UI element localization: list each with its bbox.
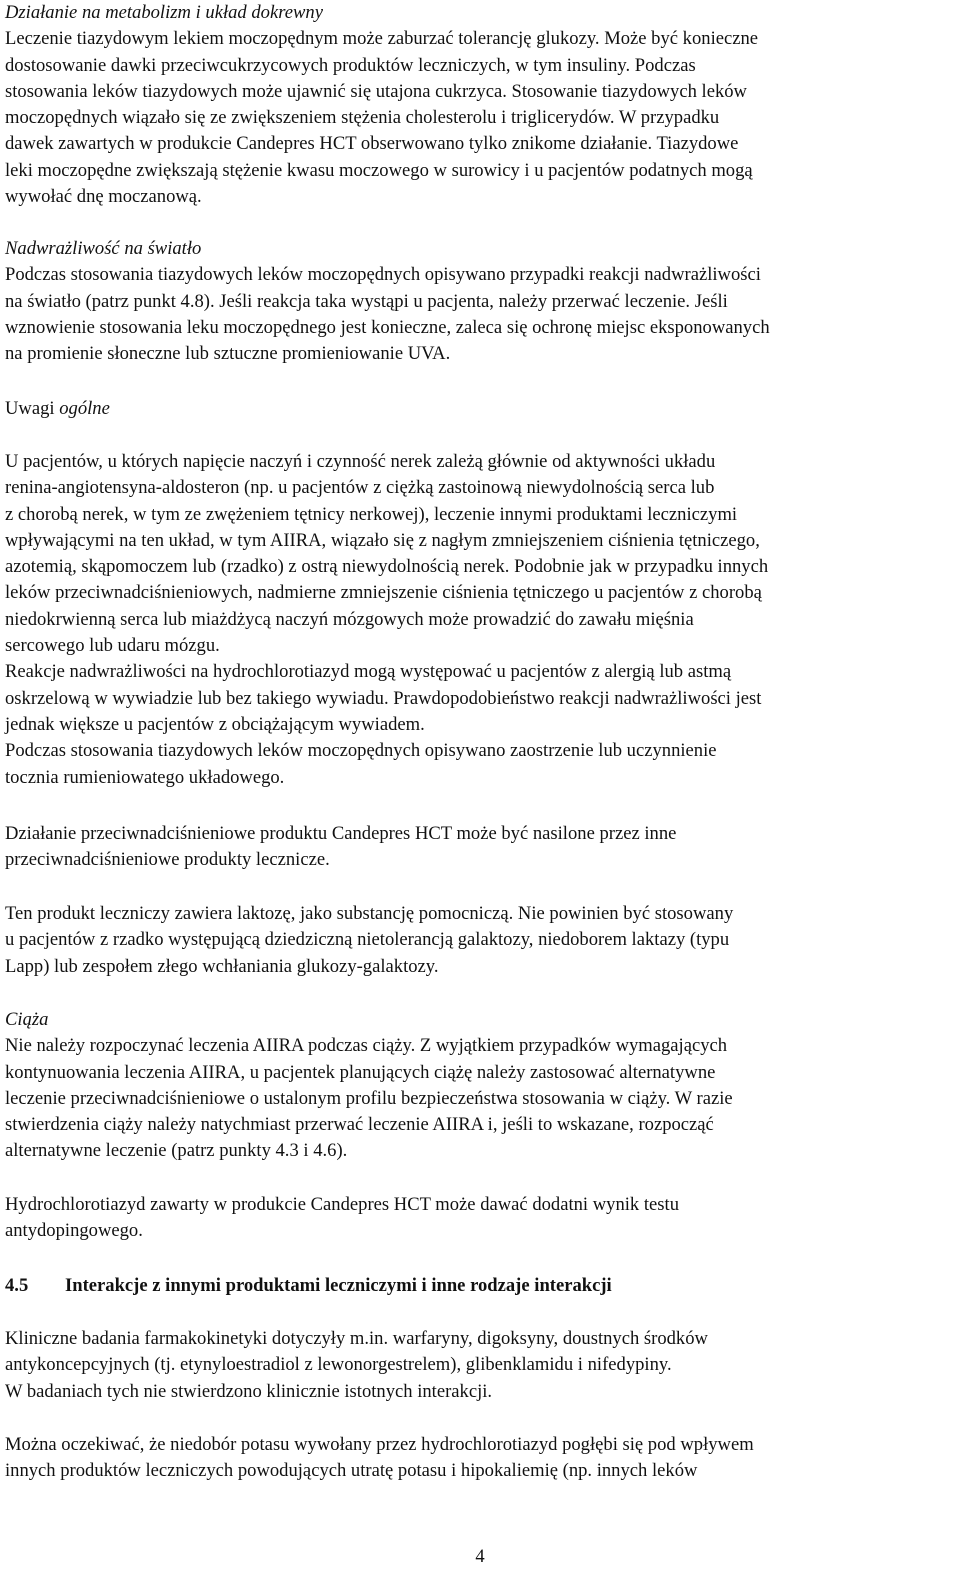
antihypertensive-paragraph — [5, 821, 955, 874]
paragraph-line: stosowania leków tiazydowych może ujawnić się utajona cukrzyca. Stosowanie tiazydowych leków — [5, 80, 747, 102]
paragraph-line: renina-angiotensyna-aldosteron (np. u pacjentów z ciężką zastoinową niewydolnością serca lub — [5, 477, 715, 499]
paragraph-line: Kliniczne badania farmakokinetyki dotyczyły m.in. warfaryny, digoksyny, doustnych środków — [5, 1328, 708, 1349]
paragraph-line: antydopingowego. — [5, 1220, 143, 1242]
paragraph-line: W badaniach tych nie stwierdzono klinicznie istotnych interakcji. — [5, 1380, 493, 1402]
paragraph-line: Leczenie tiazydowym lekiem moczopędnym może zaburzać tolerancję glukozy. Może być konieczne — [5, 28, 759, 50]
paragraph-line: alternatywne leczenie (patrz punkty 4.3 i 4.6). — [5, 1140, 348, 1162]
metabolism-title: Działanie na metabolizm i układ dokrewny — [5, 2, 323, 23]
paragraph-line: jednak większe u pacjentów z obciążającym wywiadem. — [5, 713, 425, 735]
general-title-italic: ogólne — [59, 398, 110, 419]
paragraph-line: Reakcje nadwrażliwości na hydrochlorotiazyd mogą występować u pacjentów z alergią lub astmą — [5, 661, 732, 683]
paragraph-line: tocznia rumieniowatego układowego. — [5, 766, 285, 788]
potassium-paragraph — [5, 1432, 955, 1485]
paragraph-line: stwierdzenia ciąży należy natychmiast przerwać leczenie AIIRA i, jeśli to wskazane, rozpocząć — [5, 1114, 714, 1136]
paragraph-line: u pacjentów z rzadko występującą dziedziczną nietolerancją galaktozy, niedoborem laktazy (typu — [5, 929, 730, 951]
photosensitivity-section — [5, 236, 955, 367]
photosensitivity-title: Nadwrażliwość na światło — [5, 238, 202, 259]
section-number: 4.5 — [5, 1275, 29, 1296]
section-title: Interakcje z innymi produktami leczniczymi i inne rodzaje interakcji — [65, 1275, 612, 1296]
paragraph-line: dostosowanie dawki przeciwcukrzycowych produktów leczniczych, w tym insuliny. Podczas — [5, 54, 696, 76]
pharmacokinetics-paragraph — [5, 1326, 955, 1405]
paragraph-line: Nie należy rozpoczynać leczenia AIIRA podczas ciąży. Z wyjątkiem przypadków wymagających — [5, 1035, 728, 1057]
paragraph-line: dawek zawartych w produkcie Candepres HCT obserwowano tylko znikome działanie. Tiazydowe — [5, 133, 739, 155]
general-section — [5, 449, 955, 791]
paragraph-line: wywołać dnę moczanową. — [5, 186, 202, 208]
section-heading — [5, 1273, 955, 1299]
paragraph-line: z chorobą nerek, w tym ze zwężeniem tętnicy nerkowej), leczenie innymi produktami leczniczymi — [5, 503, 738, 525]
lactose-paragraph — [5, 901, 955, 980]
paragraph-line: moczopędnych wiązało się ze zwiększeniem stężenia cholesterolu i triglicerydów. W przypadku — [5, 107, 720, 129]
page-number: 4 — [475, 1546, 485, 1567]
paragraph-line: leczenie przeciwnadciśnieniowe o ustalonym profilu bezpieczeństwa stosowania w ciąży. W razie — [5, 1087, 733, 1109]
paragraph-line: antykoncepcyjnych (tj. etynyloestradiol z lewonorgestrelem), glibenklamidu i nifedypiny. — [5, 1354, 672, 1376]
paragraph-line: na promienie słoneczne lub sztuczne promieniowanie UVA. — [5, 343, 451, 365]
general-title — [5, 396, 955, 422]
paragraph-line: sercowego lub udaru mózgu. — [5, 635, 220, 657]
paragraph-line: U pacjentów, u których napięcie naczyń i czynność nerek zależą głównie od aktywności układu — [5, 451, 716, 472]
paragraph-line: Podczas stosowania tiazydowych leków moczopędnych opisywano przypadki reakcji nadwrażliwości — [5, 264, 761, 286]
paragraph-line: Można oczekiwać, że niedobór potasu wywołany przez hydrochlorotiazyd pogłębi się pod wpływem — [5, 1434, 754, 1455]
pregnancy-title: Ciąża — [5, 1009, 49, 1030]
paragraph-line: leki moczopędne zwiększają stężenie kwasu moczowego w surowicy i u pacjentów podatnych mogą — [5, 159, 753, 181]
paragraph-line: przeciwnadciśnieniowe produkty lecznicze. — [5, 849, 330, 871]
paragraph-line: Działanie przeciwnadciśnieniowe produktu Candepres HCT może być nasilone przez inne — [5, 823, 677, 844]
doping-paragraph — [5, 1192, 955, 1245]
paragraph-line: wpływającymi na ten układ, w tym AIIRA, wiązało się z nagłym zmniejszeniem ciśnienia tętniczego, — [5, 529, 760, 551]
paragraph-line: wznowienie stosowania leku moczopędnego jest konieczne, zaleca się ochronę miejsc eksponowanych — [5, 316, 770, 338]
paragraph-line: oskrzelową w wywiadzie lub bez takiego wywiadu. Prawdopodobieństwo reakcji nadwrażliwości jest — [5, 687, 762, 709]
paragraph-line: kontynuowania leczenia AIIRA, u pacjentek planujących ciążę należy zastosować alternatywne — [5, 1061, 716, 1083]
metabolism-section — [5, 0, 955, 210]
general-title-plain: Uwagi — [5, 398, 60, 419]
paragraph-line: innych produktów leczniczych powodujących utratę potasu i hipokaliemię (np. innych leków — [5, 1460, 698, 1482]
pregnancy-section — [5, 1007, 955, 1165]
paragraph-line: Ten produkt leczniczy zawiera laktozę, jako substancję pomocniczą. Nie powinien być stosowany — [5, 903, 734, 924]
paragraph-line: Podczas stosowania tiazydowych leków moczopędnych opisywano zaostrzenie lub uczynnienie — [5, 740, 717, 762]
paragraph-line: leków przeciwnadciśnieniowych, nadmierne zmniejszenie ciśnienia tętniczego u pacjentów z chorobą — [5, 582, 762, 604]
paragraph-line: Hydrochlorotiazyd zawarty w produkcie Candepres HCT może dawać dodatni wynik testu — [5, 1194, 679, 1215]
paragraph-line: Lapp) lub zespołem złego wchłaniania glukozy-galaktozy. — [5, 955, 439, 977]
paragraph-line: niedokrwienną serca lub miażdżycą naczyń mózgowych może prowadzić do zawału mięśnia — [5, 608, 694, 630]
paragraph-line: na światło (patrz punkt 4.8). Jeśli reakcja taka wystąpi u pacjenta, należy przerwać leczenie. Jeśli — [5, 290, 728, 312]
paragraph-line: azotemią, skąpomoczem lub (rzadko) z ostrą niewydolnością nerek. Podobnie jak w przypadku innych — [5, 556, 769, 578]
